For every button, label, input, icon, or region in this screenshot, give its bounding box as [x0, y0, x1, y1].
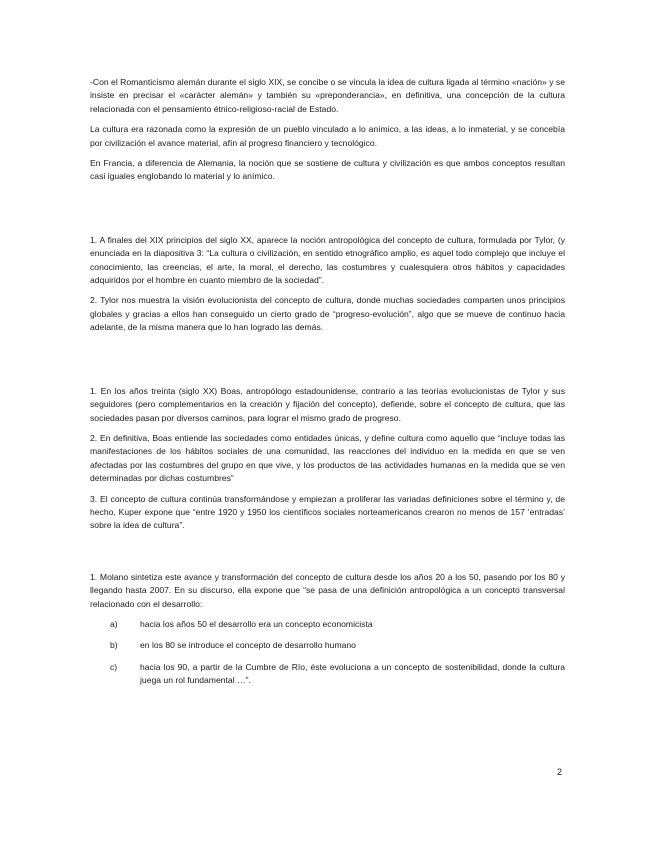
ordered-list: [90, 618, 565, 688]
list-item-text: hacia los 90, a partir de la Cumbre de Río, éste evoluciona a un concepto de sostenibilidad, donde la cultura juega un rol fundamental …”.: [140, 661, 565, 686]
page-body: [90, 76, 565, 696]
list-item-text: en los 80 se introduce el concepto de desarrollo humano: [140, 640, 356, 651]
list-marker: b): [110, 640, 118, 651]
paragraph: 3. El concepto de cultura continúa transformándose y empiezan a proliferar las variadas definiciones sobre el término y, de hecho, Kuper expone que “entre 1920 y 1950 los científicos sociales norteamericanos crearon no menos de 157 ‘entradas’ sobre la idea de cultura”.: [90, 493, 565, 531]
paragraph: La cultura era razonada como la expresión de un pueblo vinculado a lo anímico, a las ideas, a lo inmaterial, y se concebía por civilización el avance material, afín al progreso financiero y tecnológico.: [90, 124, 565, 148]
paragraph: 2. Tylor nos muestra la visión evolucionista del concepto de cultura, donde muchas sociedades comparten unos principios globales y gracias a ellos han conseguido un cierto grado de “progreso-evolución”, algo que se mueve de continuo hacia adelante, de la misma manera que lo han logrado las demás.: [90, 295, 565, 333]
paragraph: En Francia, a diferencia de Alemania, la noción que se sostiene de cultura y civilización es que ambos conceptos resultan casi iguales englobando lo material y lo anímico.: [90, 158, 565, 182]
paragraph: 1. Molano sintetiza este avance y transformación del concepto de cultura desde los años 20 a los 50, pasando por los 80 y llegando hasta 2007. En su discurso, ella expone que “se pasa de una definición antropológica a un concepto transversal relacionado con el desarrollo:: [90, 571, 565, 609]
paragraph: 1. A finales del XIX principios del siglo XX, aparece la noción antropológica del concepto de cultura, formulada por Tylor, (y enunciada en la diapositiva 3: “La cultura o civilización, en sentido etnográfico amplio, es aquel todo complejo que incluye el conocimiento, las creencias, el arte, la moral, el derecho, las costumbres y cualesquiera otros hábitos y capacidades adquiridos por el hombre en cuanto miembro de la sociedad”.: [90, 234, 565, 286]
paragraph: 2. En definitiva, Boas entiende las sociedades como entidades únicas, y define cultura como aquello que “incluye todas las manifestaciones de los hábitos sociales de una comunidad, las reacciones del individuo en la medida en que se ven afectadas por las costumbres del grupo en que vive, y los productos de las actividades humanas en la medida que se ven determinadas por dichas costumbres”: [90, 432, 565, 484]
paragraph: -Con el Romanticismo alemán durante el siglo XIX, se concibe o se vincula la idea de cultura ligada al término «nación» y se insiste en precisar el «carácter alemán» y también su «preponderancia», en definitiva, una concepción de la cultura relacionada con el pensamiento étnico-religioso-racial de Estado.: [90, 77, 565, 114]
list-item-text: hacia los años 50 el desarrollo era un concepto economicista: [140, 618, 373, 629]
list-item: [90, 661, 565, 688]
page-number: 2: [557, 767, 563, 777]
list-item: [90, 639, 565, 652]
paragraph: 1. En los años treinta (siglo XX) Boas, antropólogo estadounidense, contrario a las teorías evolucionistas de Tylor y sus seguidores (pero complementarios en la creación y fijación del concepto), defiende, sobre el concepto de cultura, que las sociedades pasan por diversos caminos, para lograr el mismo grado de progreso.: [90, 385, 565, 423]
list-marker: c): [110, 661, 118, 672]
list-item: [90, 618, 565, 631]
list-marker: a): [110, 618, 118, 629]
